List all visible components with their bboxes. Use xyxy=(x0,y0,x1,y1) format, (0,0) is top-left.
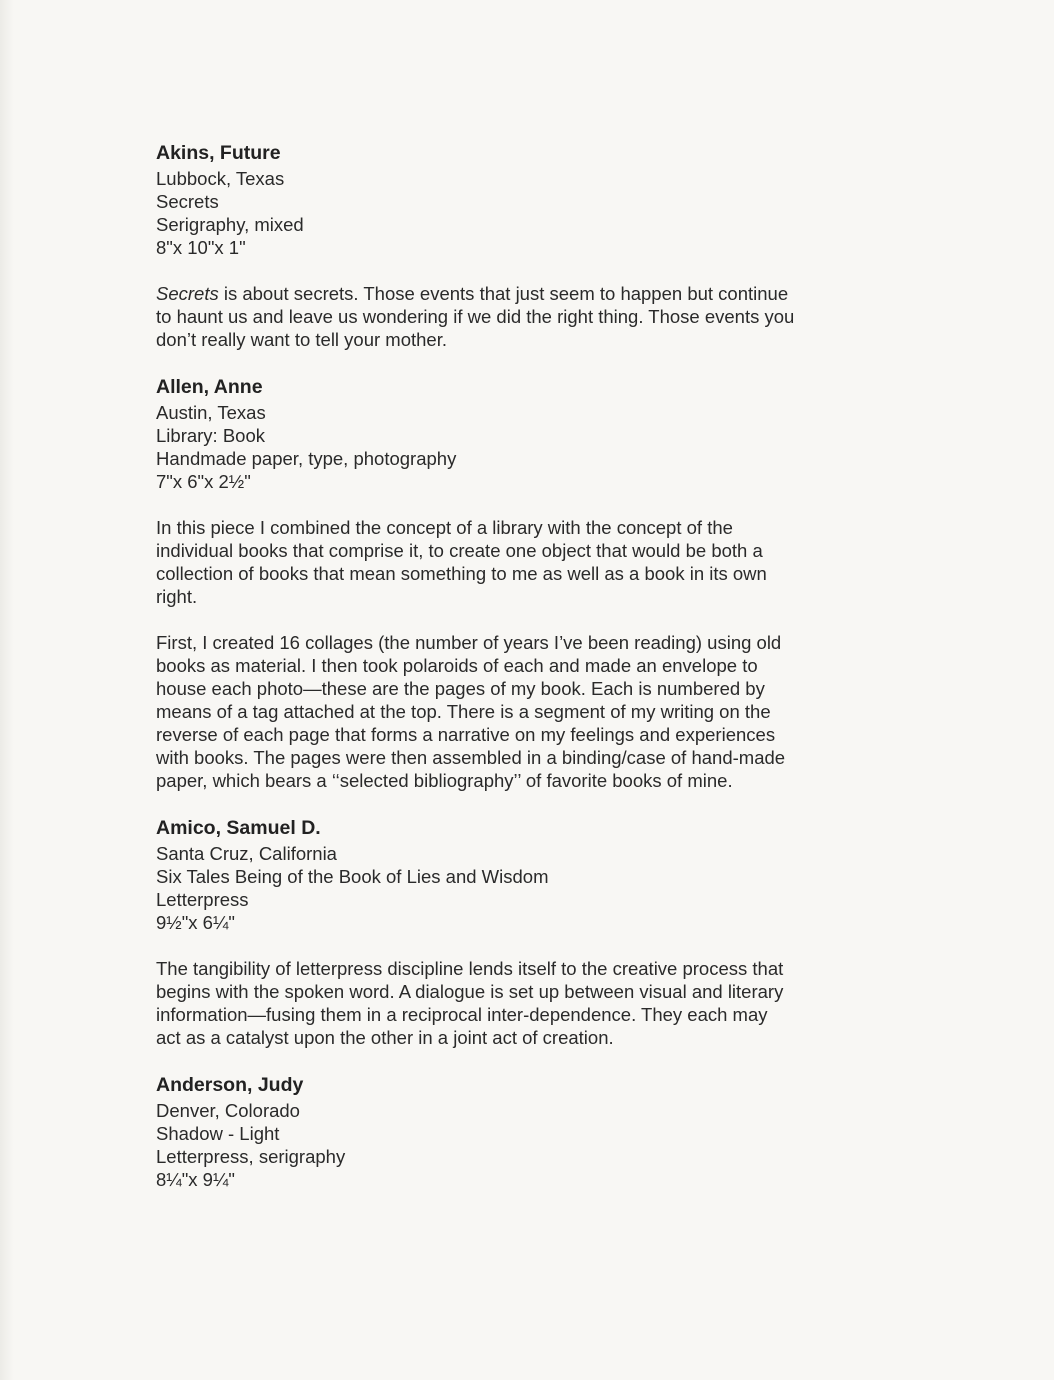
artist-entry xyxy=(156,815,796,1049)
artwork-medium: Serigraphy, mixed xyxy=(156,214,304,235)
artist-location: Lubbock, Texas xyxy=(156,168,285,189)
artist-entry xyxy=(156,1072,796,1191)
artwork-title: Secrets xyxy=(156,191,219,212)
artwork-dimensions: 7"x 6"x 2½" xyxy=(156,471,251,492)
statement-text: is about secrets. Those events that just seem to happen but continue to haunt us and leave us wondering if we did the right thing. Those events you don’t really want to tell your mother. xyxy=(156,283,795,350)
artwork-title: Six Tales Being of the Book of Lies and Wisdom xyxy=(156,866,549,887)
artist-name: Amico, Samuel D. xyxy=(156,817,321,839)
artist-name: Akins, Future xyxy=(156,142,281,164)
artwork-dimensions: 8¼"x 9¼" xyxy=(156,1169,235,1190)
artist-name: Anderson, Judy xyxy=(156,1074,304,1096)
artist-location: Denver, Colorado xyxy=(156,1100,300,1121)
statement-paragraph: In this piece I combined the concept of a library with the concept of the individual books that comprise it, to create one object that would be both a collection of books that mean something to me as well as a book in its own right. xyxy=(156,517,767,607)
statement-paragraph: The tangibility of letterpress discipline lends itself to the creative process that begins with the spoken word. A dialogue is set up between visual and literary information—fusing them in a reciprocal inter-dependence. They each may act as a catalyst upon the other in a joint act of creation. xyxy=(156,958,784,1048)
artwork-medium: Letterpress, serigraphy xyxy=(156,1146,346,1167)
artwork-medium: Letterpress xyxy=(156,889,249,910)
artist-location: Austin, Texas xyxy=(156,402,266,423)
artwork-medium: Handmade paper, type, photography xyxy=(156,448,457,469)
artist-name: Allen, Anne xyxy=(156,376,263,398)
statement-italic-title: Secrets xyxy=(156,283,219,304)
artwork-dimensions: 9½"x 6¼" xyxy=(156,912,235,933)
artwork-title: Library: Book xyxy=(156,425,265,446)
statement-paragraph xyxy=(156,282,796,351)
artist-statement xyxy=(156,957,796,1049)
artist-location: Santa Cruz, California xyxy=(156,843,337,864)
page-edge-shadow xyxy=(0,0,14,1380)
artist-statement xyxy=(156,282,796,351)
artwork-title: Shadow - Light xyxy=(156,1123,280,1144)
catalog-page-content xyxy=(156,140,796,1191)
statement-paragraph: First, I created 16 collages (the number of years I’ve been reading) using old books as material. I then took polaroids of each and made an envelope to house each photo—these are the pages of my book. Each is numbered by means of a tag attached at the top. There is a segment of my writing on the reverse of each page that forms a narrative on my feelings and experiences with books. The pages were then assembled in a binding/case of hand-made paper, which bears a ‘‘selected bibliography’’ of favorite books of mine. xyxy=(156,632,786,791)
artist-entry xyxy=(156,140,796,351)
artist-statement xyxy=(156,516,796,792)
artist-entry xyxy=(156,374,796,792)
artwork-dimensions: 8"x 10"x 1" xyxy=(156,237,246,258)
